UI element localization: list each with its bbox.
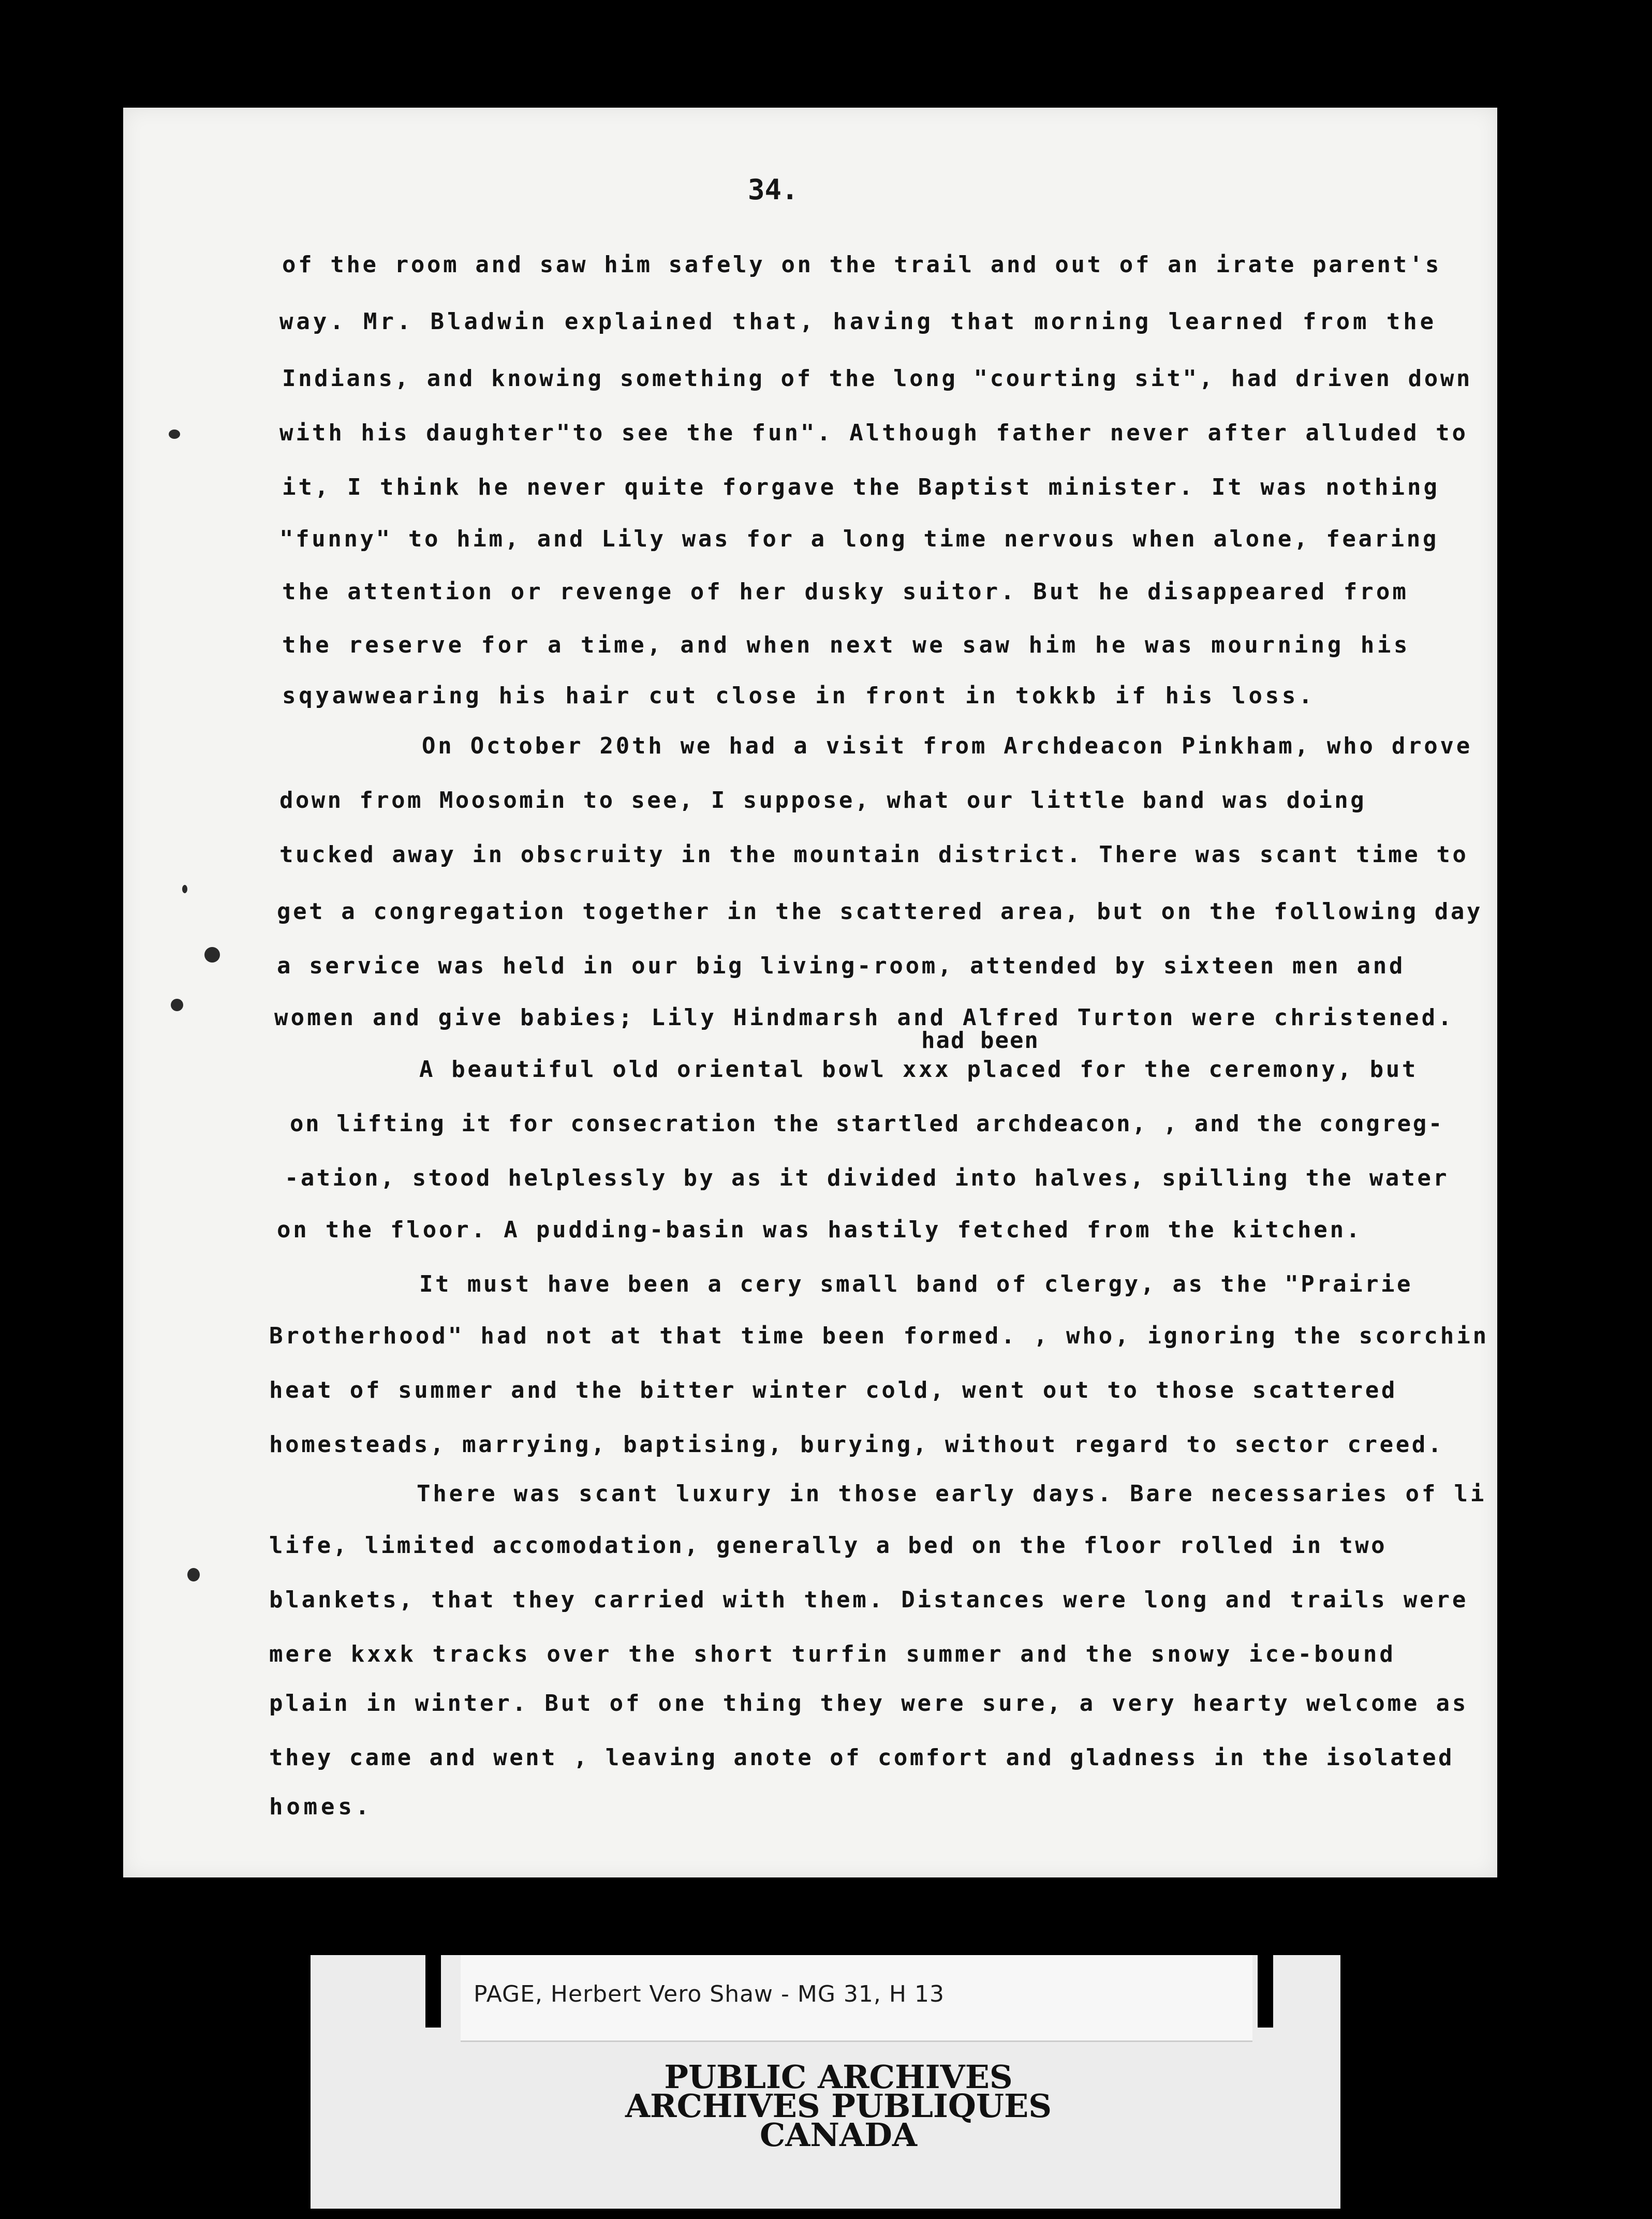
text-line: "funny" to him, and Lily was for a long time nervous when alone, fearing — [279, 526, 1439, 552]
text-line: of the room and saw him safely on the trail and out of an irate parent's — [282, 252, 1441, 278]
stamp-line: PUBLIC ARCHIVES — [664, 2058, 1013, 2096]
text-line: plain in winter. But of one thing they were sure, a very hearty welcome as — [269, 1690, 1469, 1717]
text-line: on the floor. A pudding-basin was hastily fetched from the kitchen. — [277, 1217, 1363, 1243]
text-line: women and give babies; Lily Hindmarsh and Alfred Turton were christened. — [274, 1004, 1454, 1031]
reference-text: PAGE, Herbert Vero Shaw - MG 31, H 13 — [474, 1981, 945, 2007]
dust-speck — [187, 1568, 200, 1581]
text-line: they came and went , leaving anote of comfort and gladness in the isolated — [269, 1744, 1454, 1771]
text-line: mere kxxk tracks over the short turfin summer and the snowy ice-bound — [269, 1641, 1396, 1667]
archives-stamp — [611, 2058, 1066, 2154]
dust-speck — [169, 430, 180, 439]
text-line: heat of summer and the bitter winter cold, went out to those scattered — [269, 1377, 1397, 1403]
text-line: with his daughter"to see the fun". Although father never after alluded to — [279, 420, 1469, 446]
text-line: blankets, that they carried with them. Distances were long and trails were — [269, 1587, 1469, 1613]
dust-speck — [182, 885, 187, 893]
dust-speck — [204, 947, 220, 963]
text-line: Brotherhood" had not at that time been formed. , who, ignoring the scorchin — [269, 1323, 1489, 1349]
text-line: Indians, and knowing something of the long "courting sit", had driven down — [282, 365, 1472, 392]
text-line: sqyawwearing his hair cut close in front in tokkb if his loss. — [282, 683, 1316, 709]
text-line: down from Moosomin to see, I suppose, what our little band was doing — [279, 787, 1366, 813]
stamp-line: CANADA — [759, 2116, 918, 2154]
text-line: get a congregation together in the scattered area, but on the following day — [277, 898, 1483, 925]
card-notch — [425, 1955, 441, 2028]
text-line: way. Mr. Bladwin explained that, having that morning learned from the — [279, 308, 1437, 335]
text-line: life, limited accomodation, generally a bed on the floor rolled in two — [269, 1532, 1387, 1559]
text-line: the reserve for a time, and when next we saw him he was mourning his — [282, 632, 1410, 658]
archive-card — [311, 1955, 1346, 2209]
dust-speck — [171, 999, 183, 1011]
text-line: A beautiful old oriental bowl xxx placed for the ceremony, but — [419, 1056, 1418, 1083]
text-line: homesteads, marrying, baptising, burying, without regard to sector creed. — [269, 1431, 1444, 1458]
stamp-line: ARCHIVES PUBLIQUES — [625, 2087, 1052, 2125]
text-line: It must have been a cery small band of clergy, as the "Prairie — [419, 1271, 1413, 1297]
handwritten-insertion: had been — [921, 1027, 1039, 1054]
text-line: -ation, stood helplessly by as it divided into halves, spilling the water — [285, 1165, 1449, 1191]
text-line: it, I think he never quite forgave the Baptist minister. It was nothing — [282, 474, 1440, 500]
text-line: There was scant luxury in those early days. Bare necessaries of li — [417, 1481, 1487, 1507]
text-line: on lifting it for consecration the startled archdeacon, , and the congreg- — [290, 1111, 1444, 1137]
text-line: homes. — [269, 1794, 373, 1820]
page-number: 34. — [748, 173, 799, 206]
text-line: On October 20th we had a visit from Archdeacon Pinkham, who drove — [422, 733, 1472, 759]
card-notch — [1258, 1955, 1273, 2028]
text-line: the attention or revenge of her dusky suitor. But he disappeared from — [282, 579, 1409, 605]
text-line: tucked away in obscruity in the mountain district. There was scant time to — [279, 841, 1469, 868]
text-line: a service was held in our big living-room, attended by sixteen men and — [277, 953, 1405, 979]
